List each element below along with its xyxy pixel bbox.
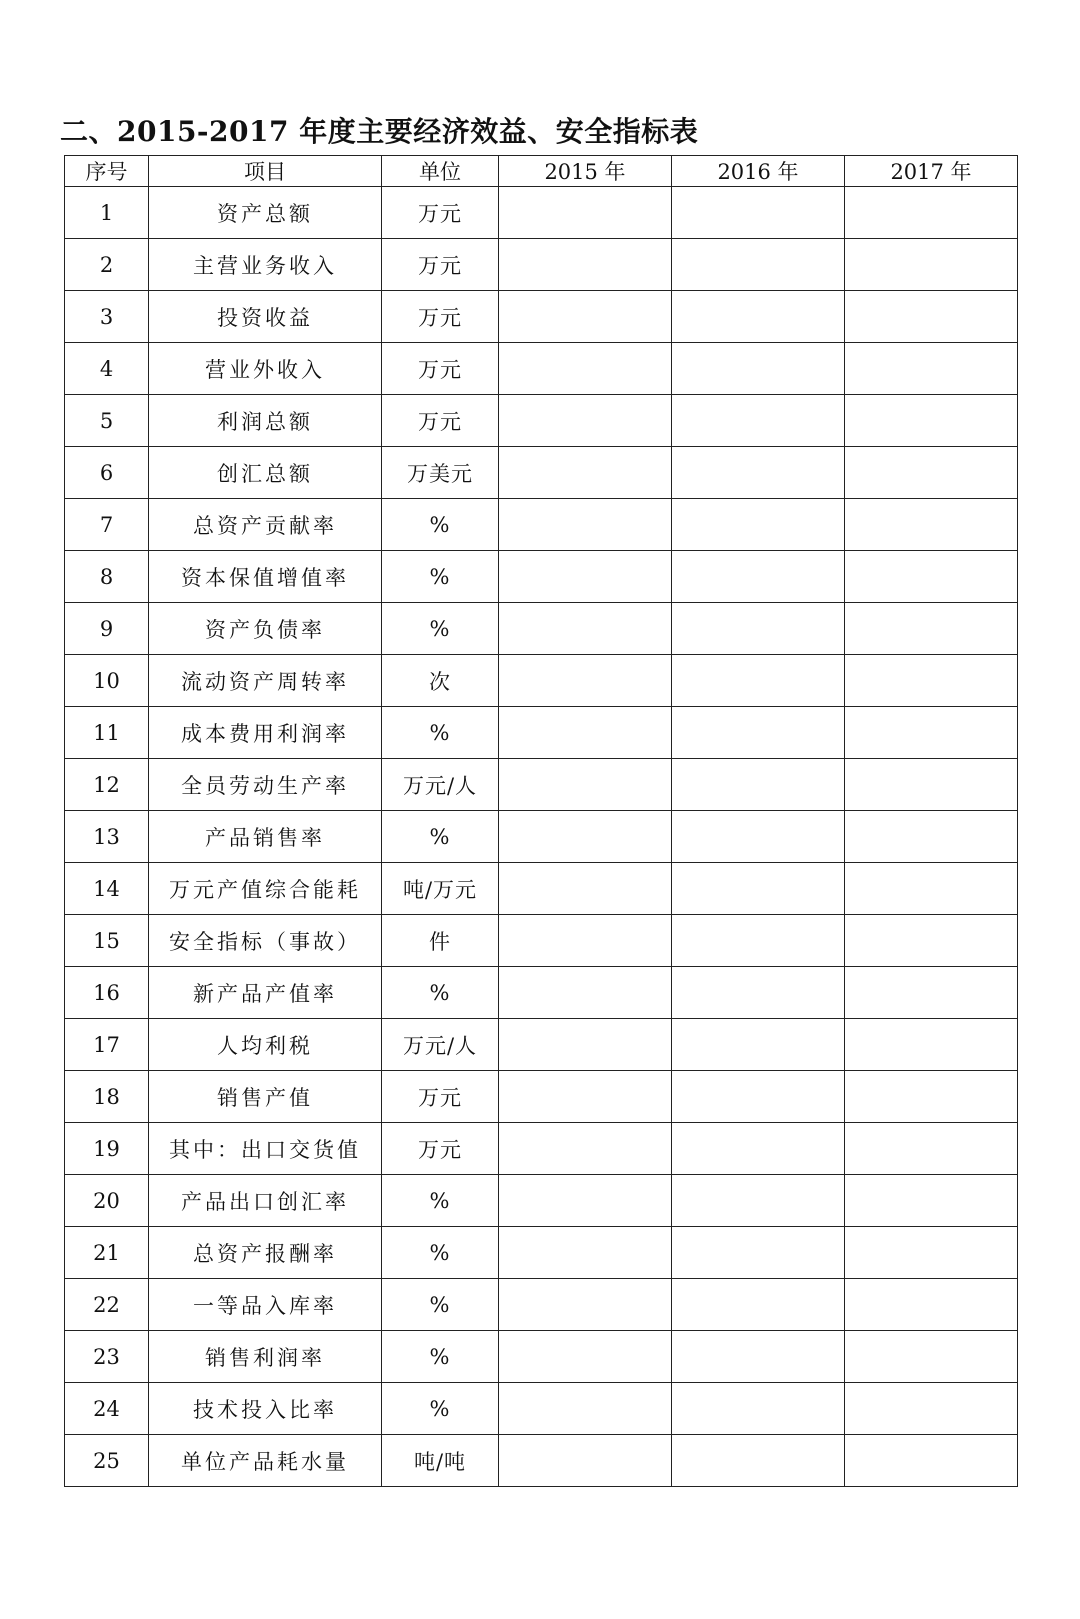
cell-unit: 万元: [382, 343, 499, 395]
cell-2016[interactable]: [672, 655, 845, 707]
table-row: [65, 1435, 1018, 1487]
cell-2015[interactable]: [499, 1435, 672, 1487]
cell-2015[interactable]: [499, 915, 672, 967]
cell-no: 3: [65, 291, 149, 343]
cell-2016[interactable]: [672, 447, 845, 499]
cell-2017[interactable]: [845, 1279, 1018, 1331]
cell-item: 投资收益: [149, 291, 382, 343]
cell-2015[interactable]: [499, 499, 672, 551]
cell-unit: 件: [382, 915, 499, 967]
cell-unit: %: [382, 811, 499, 863]
cell-item: 资本保值增值率: [149, 551, 382, 603]
cell-2015[interactable]: [499, 603, 672, 655]
cell-2017[interactable]: [845, 1331, 1018, 1383]
header-item: 项目: [149, 156, 382, 187]
cell-2017[interactable]: [845, 1019, 1018, 1071]
cell-no: 19: [65, 1123, 149, 1175]
cell-2015[interactable]: [499, 343, 672, 395]
cell-no: 8: [65, 551, 149, 603]
cell-no: 5: [65, 395, 149, 447]
cell-unit: %: [382, 1331, 499, 1383]
cell-no: 1: [65, 187, 149, 239]
cell-2017[interactable]: [845, 603, 1018, 655]
cell-2015[interactable]: [499, 1175, 672, 1227]
table-row: [65, 1123, 1018, 1175]
cell-item: 单位产品耗水量: [149, 1435, 382, 1487]
cell-2015[interactable]: [499, 1071, 672, 1123]
cell-2017[interactable]: [845, 1227, 1018, 1279]
cell-2015[interactable]: [499, 655, 672, 707]
cell-2016[interactable]: [672, 187, 845, 239]
cell-item: 资产负债率: [149, 603, 382, 655]
header-2016: 2016 年: [672, 156, 845, 187]
cell-item: 主营业务收入: [149, 239, 382, 291]
cell-no: 2: [65, 239, 149, 291]
cell-item: 销售产值: [149, 1071, 382, 1123]
table-row: [65, 1279, 1018, 1331]
table-row: [65, 1019, 1018, 1071]
cell-item: 资产总额: [149, 187, 382, 239]
cell-item: 总资产贡献率: [149, 499, 382, 551]
cell-item: 产品销售率: [149, 811, 382, 863]
cell-item: 利润总额: [149, 395, 382, 447]
table-row: [65, 811, 1018, 863]
cell-no: 17: [65, 1019, 149, 1071]
cell-2017[interactable]: [845, 291, 1018, 343]
cell-unit: 吨/万元: [382, 863, 499, 915]
cell-2015[interactable]: [499, 759, 672, 811]
cell-no: 11: [65, 707, 149, 759]
cell-2015[interactable]: [499, 239, 672, 291]
cell-unit: %: [382, 1279, 499, 1331]
cell-no: 6: [65, 447, 149, 499]
cell-2016[interactable]: [672, 343, 845, 395]
cell-unit: %: [382, 707, 499, 759]
cell-no: 7: [65, 499, 149, 551]
cell-unit: %: [382, 603, 499, 655]
cell-2017[interactable]: [845, 811, 1018, 863]
cell-no: 24: [65, 1383, 149, 1435]
cell-no: 22: [65, 1279, 149, 1331]
cell-no: 4: [65, 343, 149, 395]
cell-2017[interactable]: [845, 551, 1018, 603]
cell-2016[interactable]: [672, 551, 845, 603]
cell-2016[interactable]: [672, 1175, 845, 1227]
table-row: [65, 1331, 1018, 1383]
cell-item: 其中：出口交货值: [149, 1123, 382, 1175]
cell-2015[interactable]: [499, 1331, 672, 1383]
cell-unit: 万元/人: [382, 1019, 499, 1071]
cell-2015[interactable]: [499, 551, 672, 603]
cell-2016[interactable]: [672, 1279, 845, 1331]
cell-2016[interactable]: [672, 499, 845, 551]
table-body: [65, 187, 1018, 1487]
cell-item: 流动资产周转率: [149, 655, 382, 707]
cell-unit: %: [382, 551, 499, 603]
cell-2017[interactable]: [845, 915, 1018, 967]
cell-no: 20: [65, 1175, 149, 1227]
cell-2015[interactable]: [499, 863, 672, 915]
cell-unit: %: [382, 1227, 499, 1279]
cell-2016[interactable]: [672, 1383, 845, 1435]
cell-no: 16: [65, 967, 149, 1019]
cell-unit: 万元: [382, 1071, 499, 1123]
cell-2015[interactable]: [499, 707, 672, 759]
cell-no: 23: [65, 1331, 149, 1383]
cell-2015[interactable]: [499, 1227, 672, 1279]
cell-2016[interactable]: [672, 915, 845, 967]
cell-unit: 万元: [382, 291, 499, 343]
cell-2016[interactable]: [672, 603, 845, 655]
cell-2017[interactable]: [845, 239, 1018, 291]
cell-no: 18: [65, 1071, 149, 1123]
cell-2016[interactable]: [672, 1331, 845, 1383]
cell-item: 产品出口创汇率: [149, 1175, 382, 1227]
cell-no: 13: [65, 811, 149, 863]
table-row: [65, 291, 1018, 343]
cell-2016[interactable]: [672, 1123, 845, 1175]
cell-unit: 万元: [382, 187, 499, 239]
cell-2017[interactable]: [845, 499, 1018, 551]
cell-item: 成本费用利润率: [149, 707, 382, 759]
table-row: [65, 603, 1018, 655]
cell-no: 14: [65, 863, 149, 915]
cell-2015[interactable]: [499, 1279, 672, 1331]
header-unit: 单位: [382, 156, 499, 187]
cell-no: 25: [65, 1435, 149, 1487]
table-row: [65, 343, 1018, 395]
cell-2017[interactable]: [845, 187, 1018, 239]
cell-2017[interactable]: [845, 655, 1018, 707]
table-row: [65, 1383, 1018, 1435]
table-row: [65, 863, 1018, 915]
cell-2017[interactable]: [845, 1175, 1018, 1227]
table-row: [65, 759, 1018, 811]
cell-unit: 次: [382, 655, 499, 707]
cell-2015[interactable]: [499, 1123, 672, 1175]
cell-item: 营业外收入: [149, 343, 382, 395]
cell-2016[interactable]: [672, 1227, 845, 1279]
cell-2015[interactable]: [499, 291, 672, 343]
cell-item: 销售利润率: [149, 1331, 382, 1383]
header-2017: 2017 年: [845, 156, 1018, 187]
cell-2016[interactable]: [672, 1019, 845, 1071]
cell-item: 一等品入库率: [149, 1279, 382, 1331]
cell-2015[interactable]: [499, 967, 672, 1019]
cell-2015[interactable]: [499, 1019, 672, 1071]
cell-2016[interactable]: [672, 759, 845, 811]
cell-unit: %: [382, 967, 499, 1019]
cell-2017[interactable]: [845, 447, 1018, 499]
cell-2016[interactable]: [672, 967, 845, 1019]
cell-2015[interactable]: [499, 1383, 672, 1435]
cell-2017[interactable]: [845, 863, 1018, 915]
cell-unit: 吨/吨: [382, 1435, 499, 1487]
cell-unit: 万元: [382, 239, 499, 291]
cell-item: 技术投入比率: [149, 1383, 382, 1435]
cell-2017[interactable]: [845, 395, 1018, 447]
cell-2017[interactable]: [845, 707, 1018, 759]
cell-2015[interactable]: [499, 447, 672, 499]
cell-item: 总资产报酬率: [149, 1227, 382, 1279]
cell-no: 10: [65, 655, 149, 707]
table-header-row: [65, 156, 1018, 187]
cell-2016[interactable]: [672, 291, 845, 343]
cell-2017[interactable]: [845, 1071, 1018, 1123]
cell-unit: %: [382, 499, 499, 551]
cell-2016[interactable]: [672, 1071, 845, 1123]
cell-2016[interactable]: [672, 811, 845, 863]
table-row: [65, 1175, 1018, 1227]
cell-2017[interactable]: [845, 1435, 1018, 1487]
cell-item: 人均利税: [149, 1019, 382, 1071]
table-row: [65, 915, 1018, 967]
cell-2017[interactable]: [845, 967, 1018, 1019]
cell-unit: 万元: [382, 1123, 499, 1175]
cell-2016[interactable]: [672, 1435, 845, 1487]
table-row: [65, 551, 1018, 603]
cell-2015[interactable]: [499, 811, 672, 863]
cell-unit: %: [382, 1383, 499, 1435]
indicator-table: [64, 155, 1018, 1487]
cell-item: 全员劳动生产率: [149, 759, 382, 811]
cell-2016[interactable]: [672, 239, 845, 291]
cell-unit: %: [382, 1175, 499, 1227]
header-no: 序号: [65, 156, 149, 187]
cell-2016[interactable]: [672, 395, 845, 447]
cell-unit: 万元/人: [382, 759, 499, 811]
cell-item: 安全指标（事故）: [149, 915, 382, 967]
cell-no: 12: [65, 759, 149, 811]
table-row: [65, 187, 1018, 239]
cell-2017[interactable]: [845, 759, 1018, 811]
cell-unit: 万美元: [382, 447, 499, 499]
table-row: [65, 967, 1018, 1019]
header-2015: 2015 年: [499, 156, 672, 187]
cell-2015[interactable]: [499, 395, 672, 447]
table-row: [65, 707, 1018, 759]
cell-2016[interactable]: [672, 707, 845, 759]
cell-2017[interactable]: [845, 343, 1018, 395]
table-row: [65, 655, 1018, 707]
cell-no: 15: [65, 915, 149, 967]
cell-no: 9: [65, 603, 149, 655]
cell-no: 21: [65, 1227, 149, 1279]
cell-2016[interactable]: [672, 863, 845, 915]
cell-2017[interactable]: [845, 1383, 1018, 1435]
table-row: [65, 499, 1018, 551]
cell-item: 万元产值综合能耗: [149, 863, 382, 915]
page-title: 二、2015-2017 年度主要经济效益、安全指标表: [60, 115, 699, 148]
table-row: [65, 1227, 1018, 1279]
table-row: [65, 447, 1018, 499]
cell-item: 创汇总额: [149, 447, 382, 499]
cell-2017[interactable]: [845, 1123, 1018, 1175]
table-row: [65, 1071, 1018, 1123]
table-row: [65, 395, 1018, 447]
cell-unit: 万元: [382, 395, 499, 447]
cell-2015[interactable]: [499, 187, 672, 239]
cell-item: 新产品产值率: [149, 967, 382, 1019]
table-row: [65, 239, 1018, 291]
